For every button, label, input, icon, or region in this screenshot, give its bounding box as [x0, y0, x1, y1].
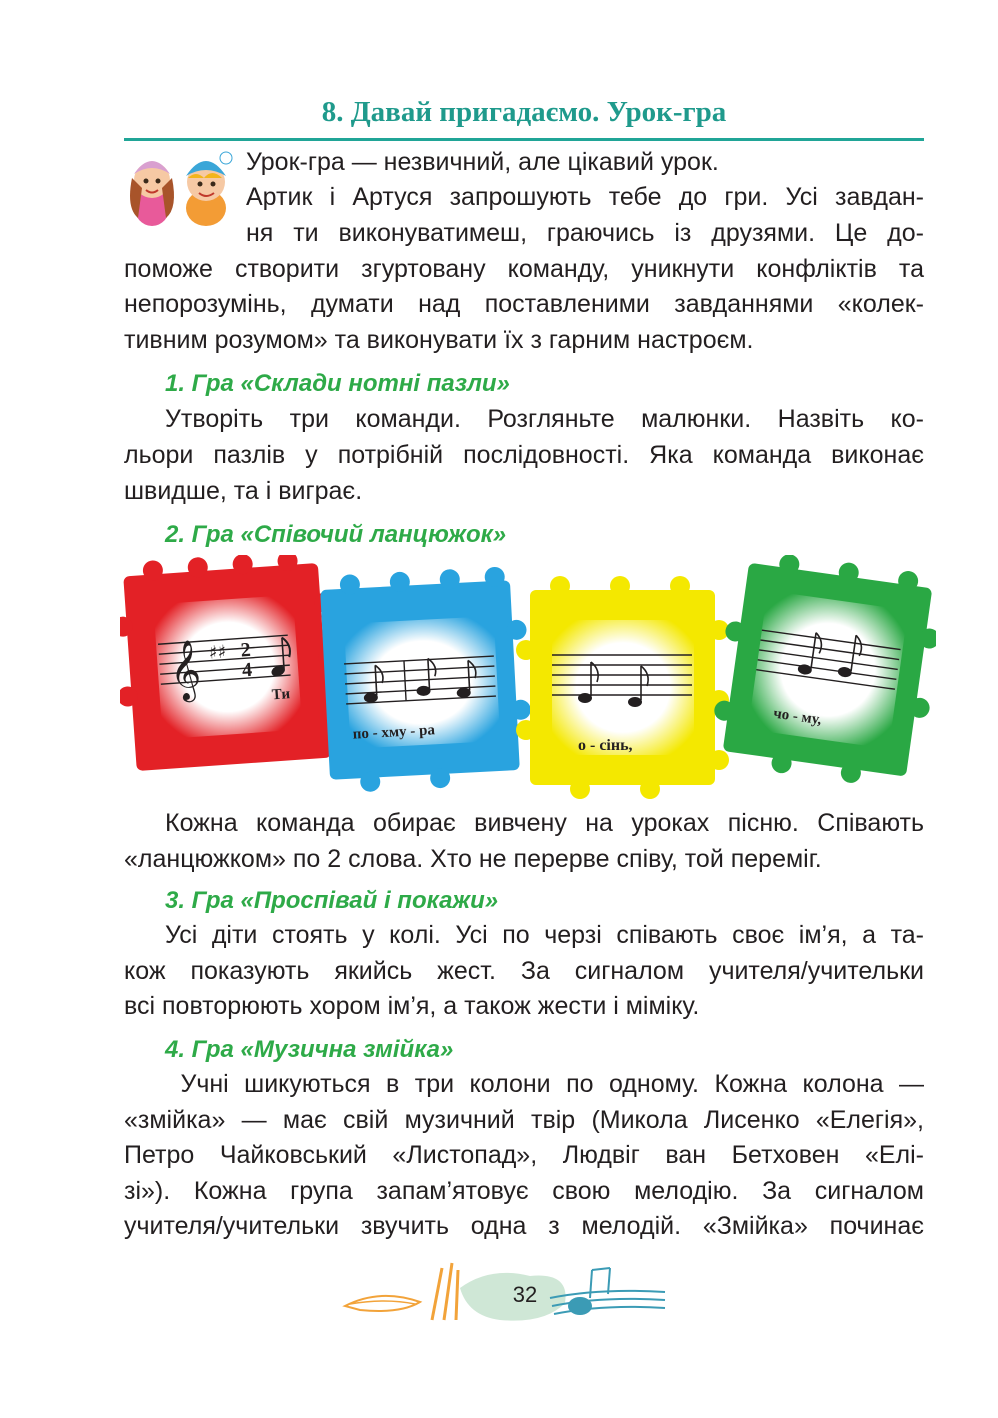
- intro-line-6: тивним розумом» та виконувати їх з гарним настроєм.: [124, 326, 754, 354]
- blue-lyric: по - хму - ра: [352, 722, 436, 743]
- game-4-line-5: учителя/учительки звучить одна з мелодій. «Змійка» починає: [124, 1212, 924, 1240]
- yellow-puzzle-piece: [516, 576, 729, 799]
- intro-line-1: Урок-гра — незвичний, але цікавий урок.: [246, 148, 719, 176]
- game-4-line-2: «змійка» — має свій музичний твір (Микола Лисенко «Елегія»,: [124, 1106, 924, 1134]
- intro-line-5: непорозумінь, думати над поставленими завданнями «колек-: [124, 290, 924, 318]
- green-lyric: чо - му,: [772, 705, 823, 729]
- time-signature-bottom: 4: [241, 658, 253, 682]
- game-1-heading: 1. Гра «Склади нотні пазли»: [165, 370, 510, 397]
- game-2-heading: 2. Гра «Співочий ланцюжок»: [165, 521, 507, 548]
- time-signature-top: 2: [239, 638, 252, 662]
- green-puzzle-piece: [707, 555, 936, 792]
- game-3-heading: 3. Гра «Проспівай і покажи»: [165, 887, 499, 914]
- intro-line-3: ня ти виконуватимеш, граючись із друзями. Це до-: [246, 219, 924, 247]
- game-1-line-1: Утворіть три команди. Розгляньте малюнки. Назвіть ко-: [165, 405, 924, 433]
- svg-text:𝄞: 𝄞: [167, 639, 203, 702]
- intro-line-4: поможе створити згуртовану команду, уникнути конфліктів та: [124, 255, 924, 283]
- red-puzzle-piece: [120, 555, 345, 772]
- page-number: 32: [512, 1282, 538, 1307]
- music-puzzles: [120, 555, 936, 805]
- game-2-line-2: «ланцюжком» по 2 слова. Хто не перерве співу, той переміг.: [124, 845, 822, 873]
- game-3-line-1: Усі діти стоять у колі. Усі по черзі співають своє ім’я, а та-: [165, 921, 924, 949]
- game-3-line-3: всі повторюють хором ім’я, а також жести і міміку.: [124, 992, 700, 1020]
- page-title: 8. Давай пригадаємо. Урок-гра: [321, 96, 727, 128]
- intro-line-2: Артик і Артуся запрошують тебе до гри. Усі завдан-: [246, 183, 924, 211]
- game-3-line-2: кож показують якийсь жест. За сигналом учителя/учительки: [124, 957, 924, 985]
- svg-text:♯♯: ♯♯: [208, 641, 227, 664]
- blue-puzzle-piece: [319, 565, 534, 793]
- game-1-line-2: льори пазлів у потрібній послідовності. Яка команда виконає: [124, 441, 924, 469]
- game-4-line-4: зі»). Кожна група запам’ятовує свою мелодію. За сигналом: [124, 1177, 924, 1205]
- kids-illustration: [120, 148, 242, 228]
- game-1-line-3: швидше, та і виграє.: [124, 477, 363, 505]
- game-4-heading: 4. Гра «Музична змійка»: [165, 1036, 454, 1063]
- game-4-line-3: Петро Чайковський «Листопад», Людвіг ван Бетховен «Елі-: [124, 1141, 924, 1169]
- yellow-lyric: о - сінь,: [578, 737, 633, 754]
- game-4-line-1: Учні шикуються в три колони по одному. Кожна колона —: [165, 1070, 924, 1098]
- red-lyric: Ти: [271, 686, 291, 704]
- game-2-line-1: Кожна команда обирає вивчену на уроках пісню. Співають: [165, 809, 924, 837]
- title-underline: [124, 138, 924, 141]
